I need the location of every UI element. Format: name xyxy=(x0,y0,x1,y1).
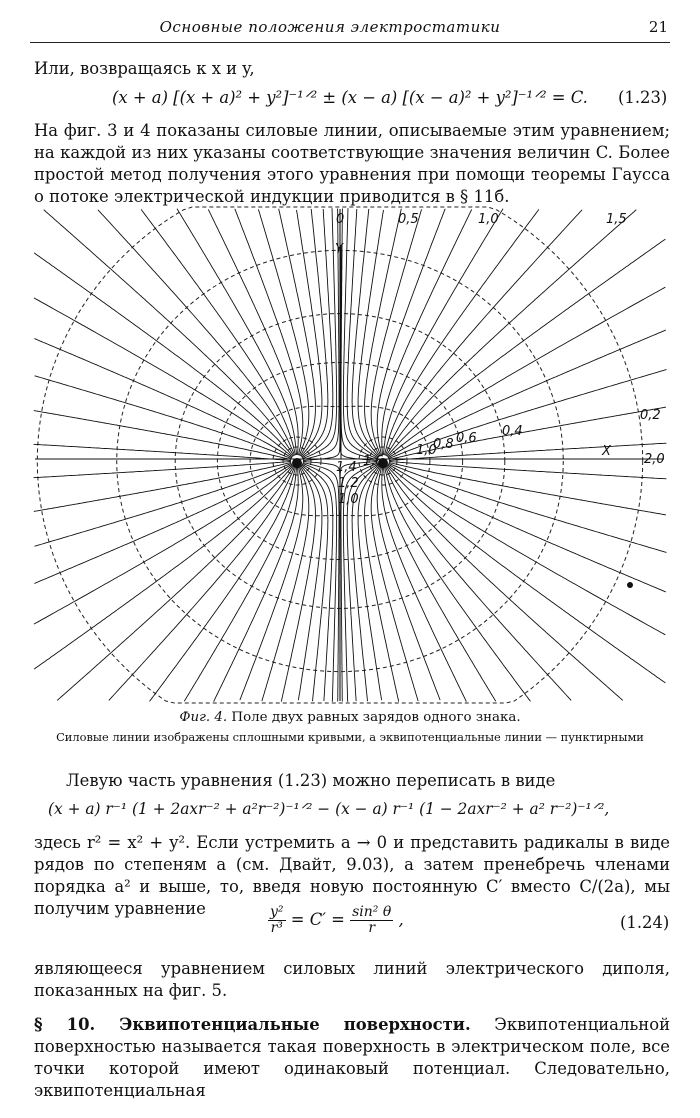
figure-caption-label: Фиг. 4. xyxy=(179,710,228,725)
field-line xyxy=(208,210,298,456)
eq-1-24-lhs-den: r³ xyxy=(270,920,283,936)
figure-caption-sub: Силовые линии изображены сплошными кривыми, а эквипотенциальные линии — пунктирными xyxy=(56,730,644,744)
field-line xyxy=(240,467,303,700)
page-header xyxy=(30,16,670,43)
equation-1-24-number: (1.24) xyxy=(620,913,670,932)
field-line xyxy=(98,210,295,456)
equation-1-23: (x + a) [(x + a)² + y²]⁻¹ᐟ² ± (x − a) [(x − a)² + y²]⁻¹ᐟ² = C. xyxy=(112,88,588,107)
field-line xyxy=(347,209,378,458)
field-line xyxy=(389,462,666,479)
paragraph-3: здесь r² = x² + y². Если устремить a → 0 и представить радикалы в виде рядов по степеням a (см. Двайт, 9.03), а затем пренебречь членами порядка a² и выше, то, введя новую постоянную C′ вместо C/(2a), мы получим уравнение xyxy=(34,833,670,918)
center-label-12: 1,2 xyxy=(338,476,359,491)
field-line xyxy=(297,210,322,456)
eq-1-24-rhs-den: r xyxy=(368,920,376,936)
running-title: Основные положения электростатики xyxy=(159,18,501,36)
top-label-10: 1,0 xyxy=(478,212,499,227)
field-line xyxy=(184,467,296,701)
field-line xyxy=(382,467,467,702)
field-line xyxy=(302,209,333,458)
section-text: Эквипотенциальной поверхностью называется такая поверхность в электрическом поле, все точки которой имеют одинаковый потенциал. Следовательно, эквипотенциальная xyxy=(34,1015,670,1100)
field-line xyxy=(384,209,504,455)
equation-1-23-number: (1.23) xyxy=(618,88,668,107)
page-number: 21 xyxy=(648,18,668,36)
field-line xyxy=(389,462,666,515)
field-line xyxy=(298,466,322,701)
equation-expanded: (x + a) r⁻¹ (1 + 2axr⁻² + a²r⁻²)⁻¹ᐟ² − (x − a) r⁻¹ (1 − 2axr⁻² + a² r⁻²)⁻¹ᐟ², xyxy=(48,800,610,818)
field-line xyxy=(377,467,440,700)
eq-1-24-lhs-num: y² xyxy=(270,904,284,920)
eq-1-24-rhs-num: sin² θ xyxy=(352,904,392,920)
right-label-06: 0,6 xyxy=(456,431,477,446)
y-axis-label: Y xyxy=(335,242,343,257)
field-line xyxy=(384,467,530,702)
right-label-02: 0,2 xyxy=(640,408,661,423)
intro-line: Или, возвращаясь к x и y, xyxy=(34,59,255,78)
section-heading: § 10. Эквипотенциальные поверхности. xyxy=(34,1015,471,1034)
paragraph-4: являющееся уравнением силовых линий электрического диполя, показанных на фиг. 5. xyxy=(34,959,670,1000)
eq-1-24-mid: = C′ = xyxy=(290,910,345,929)
field-line xyxy=(214,467,299,702)
field-line xyxy=(384,467,496,701)
field-line xyxy=(358,466,382,701)
right-label-08: 0,8 xyxy=(433,437,454,452)
right-label-04: 0,4 xyxy=(502,424,523,439)
field-lines xyxy=(34,208,667,702)
x-axis-label: X xyxy=(602,444,611,459)
field-line xyxy=(34,339,292,458)
paragraph-2: Левую часть уравнения (1.23) можно переписать в виде xyxy=(66,771,556,790)
field-line xyxy=(34,464,292,583)
field-line xyxy=(281,466,315,701)
ink-dot xyxy=(627,582,633,588)
top-label-05: 0,5 xyxy=(398,212,419,227)
field-lines-figure xyxy=(30,205,670,705)
field-line xyxy=(177,209,297,455)
field-line xyxy=(109,467,295,701)
eq-1-24-lhs xyxy=(268,905,286,936)
eq-1-24-rhs xyxy=(350,905,393,936)
right-label-10: 1,0 xyxy=(416,443,437,458)
paragraph-1: На фиг. 3 и 4 показаны силовые линии, описываемые этим уравнением; на каждой из них указаны соответствующие значения величин C. Более простой метод получения этого уравнения при помощи теоремы Гаусса о потоке электрической индукции приводится в § 11б. xyxy=(34,121,670,206)
field-line xyxy=(365,466,399,701)
field-line xyxy=(365,209,402,456)
figure-caption-title: Поле двух равных зарядов одного знака. xyxy=(231,710,521,725)
equation-1-24 xyxy=(268,905,404,936)
top-label-15: 1,5 xyxy=(606,212,627,227)
field-line xyxy=(388,464,666,592)
field-line xyxy=(382,210,472,456)
top-label-0: 0 xyxy=(336,212,345,227)
field-line xyxy=(279,209,316,456)
field-line xyxy=(385,210,582,456)
center-label-10: 1,0 xyxy=(338,492,359,507)
right-label-20: 2,0 xyxy=(644,452,665,467)
field-line xyxy=(358,210,383,456)
field-line xyxy=(385,467,571,701)
section-10 xyxy=(34,1014,670,1102)
center-label-16: 1,6 xyxy=(363,454,384,469)
charge-left xyxy=(292,458,302,468)
field-line xyxy=(150,467,296,702)
eq-1-24-tail: , xyxy=(398,910,404,929)
figure-caption xyxy=(30,710,670,725)
center-label-14: 1,4 xyxy=(336,460,357,475)
field-line xyxy=(388,330,666,458)
